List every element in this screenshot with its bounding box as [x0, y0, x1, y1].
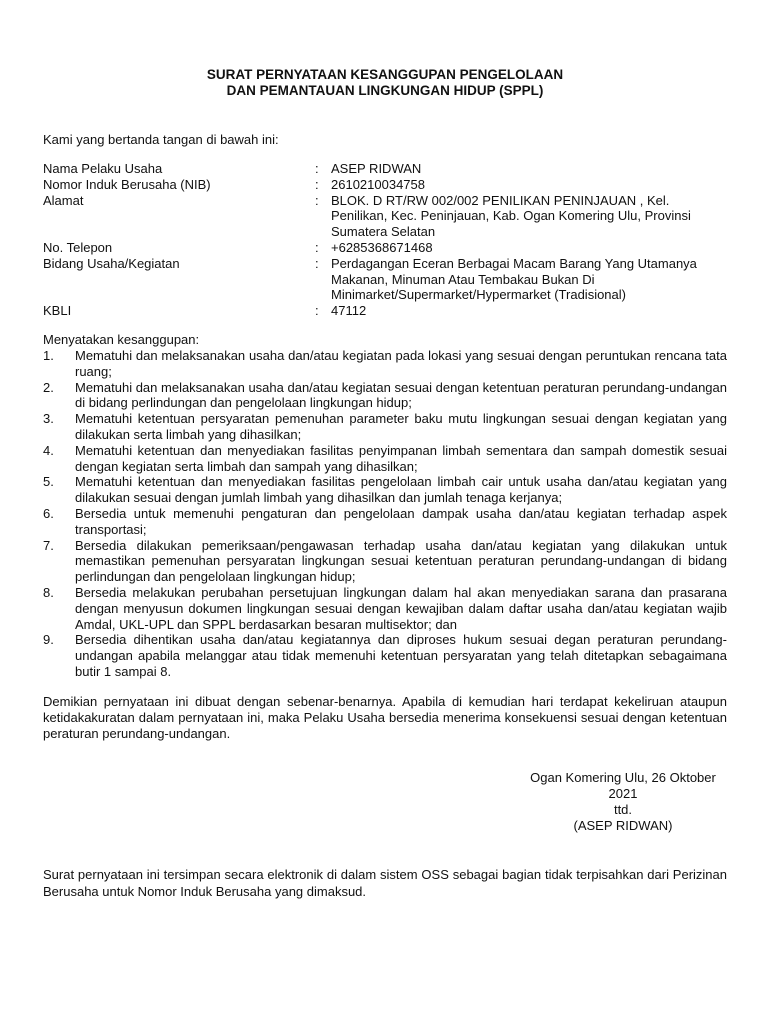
identity-separator: :: [315, 239, 319, 255]
title-line-1: SURAT PERNYATAAN KESANGGUPAN PENGELOLAAN: [206, 67, 564, 82]
statement-text: Mematuhi dan melaksanakan usaha dan/atau kegiatan sesuai dengan ketentuan peraturan perundang-undangan di bidang perlindungan dan pengelolaan lingkungan hidup;: [75, 379, 727, 411]
identity-separator: :: [315, 192, 319, 208]
statement-number: 9.: [43, 632, 54, 648]
statement-number: 5.: [43, 474, 54, 490]
signature-name: (ASEP RIDWAN): [573, 818, 673, 833]
identity-value: ASEP RIDWAN: [331, 161, 422, 176]
identity-label: KBLI: [43, 303, 72, 319]
signature-block: [503, 770, 743, 834]
identity-label: Alamat: [43, 192, 84, 208]
identity-label: Bidang Usaha/Kegiatan: [43, 255, 180, 271]
signature-place-date: Ogan Komering Ulu, 26 Oktober: [530, 770, 716, 785]
statement-item: [43, 538, 727, 585]
identity-row-kbli: [43, 303, 727, 319]
footer-note: Surat pernyataan ini tersimpan secara elektronik di dalam sistem OSS sebagai bagian tidak terpisahkan dari Perizinan Berusaha untuk Nomor Induk Berusaha yang dimaksud.: [43, 867, 727, 899]
statement-item: [43, 443, 727, 475]
identity-value: 47112: [331, 303, 367, 319]
statement-number: 7.: [43, 537, 54, 553]
closing-paragraph: Demikian pernyataan ini dibuat dengan sebenar-benarnya. Apabila di kemudian hari terdapat kekeliruan ataupun ketidakakuratan dalam pernyataan ini, maka Pelaku Usaha bersedia menerima konsekuensi sesuai dengan ketentuan peraturan perundang-undangan.: [43, 694, 727, 741]
identity-value: Perdagangan Eceran Berbagai Macam Barang Yang Utamanya Makanan, Minuman Atau Tembakau Bukan Di Minimarket/Supermarket/Hypermarket (Tradisional): [331, 255, 697, 303]
identity-table: [43, 161, 727, 319]
identity-separator: :: [315, 161, 319, 176]
title-line-2: DAN PEMANTAUAN LINGKUNGAN HIDUP (SPPL): [226, 83, 544, 98]
statement-text: Mematuhi ketentuan persyaratan pemenuhan parameter baku mutu lingkungan sesuai dengan kegiatan yang dilakukan serta limbah yang dihasilkan;: [75, 411, 727, 442]
statement-text: Mematuhi ketentuan dan menyediakan fasilitas penyimpanan limbah sementara dan sampah domestik sesuai dengan kegiatan serta limbah dan sampah yang dihasilkan;: [75, 442, 727, 474]
statement-item: [43, 380, 727, 412]
identity-row-phone: [43, 240, 727, 256]
identity-value: 2610210034758: [331, 176, 425, 192]
statement-item: [43, 585, 727, 632]
document-title: [43, 67, 727, 99]
statement-text: Bersedia melakukan perubahan persetujuan lingkungan dalam hal akan menyediakan sarana dan prasarana dengan menyusun dokumen lingkungan sesuai dengan kewajiban dalam daftar usaha dan/atau kegiatan wajib Amdal, UKL-UPL dan SPPL berdasarkan besaran multisektor; dan: [75, 584, 727, 632]
statement-text: Bersedia dihentikan usaha dan/atau kegiatannya dan diproses hukum sesuai degan peraturan perundang-undangan apabila melanggar atau tidak memenuhi ketentuan persyaratan yang telah ditetapkan sebagaimana butir 1 sampai 8.: [75, 632, 727, 679]
identity-row-address: [43, 193, 727, 240]
identity-row-nib: [43, 177, 727, 193]
statement-number: 8.: [43, 584, 54, 600]
identity-value: BLOK. D RT/RW 002/002 PENILIKAN PENINJAUAN , Kel. Penilikan, Kec. Peninjauan, Kab. Ogan Komering Ulu, Provinsi Sumatera Selatan: [331, 192, 691, 240]
statement-number: 6.: [43, 505, 54, 521]
signature-year: 2021: [608, 786, 638, 801]
identity-value: +6285368671468: [331, 239, 433, 255]
statement-text: Bersedia untuk memenuhi pengaturan dan pengelolaan dampak usaha dan/atau kegiatan terhadap aspek transportasi;: [75, 505, 727, 537]
statement-item: [43, 474, 727, 506]
statement-number: 4.: [43, 442, 54, 458]
statement-item: [43, 411, 727, 443]
identity-separator: :: [315, 176, 319, 192]
identity-label: Nama Pelaku Usaha: [43, 161, 163, 176]
statement-list: [43, 348, 727, 680]
statement-item: [43, 348, 727, 380]
statement-number: 1.: [43, 348, 54, 363]
statement-number: 3.: [43, 411, 54, 427]
identity-label: Nomor Induk Berusaha (NIB): [43, 176, 211, 192]
statement-header: Menyatakan kesanggupan:: [43, 332, 200, 347]
statement-number: 2.: [43, 379, 54, 395]
identity-label: No. Telepon: [43, 239, 113, 255]
statement-text: Mematuhi dan melaksanakan usaha dan/atau kegiatan pada lokasi yang sesuai dengan peruntukan rencana tata ruang;: [75, 348, 727, 379]
statement-text: Bersedia dilakukan pemeriksaan/pengawasan terhadap usaha dan/atau kegiatan yang dilakukan untuk memastikan pemenuhan persyaratan lingkungan sesuai ketentuan peraturan perundang-undangan di bidang perlindungan dan pengelolaan lingkungan hidup;: [75, 537, 727, 585]
statement-text: Mematuhi ketentuan dan menyediakan fasilitas pengelolaan limbah cair untuk usaha dan/atau kegiatan yang dilakukan sesuai dengan jumlah limbah yang dihasilkan dan jumlah tenaga kerjanya;: [75, 474, 727, 506]
signature-mark: ttd.: [613, 802, 633, 817]
identity-row-name: [43, 161, 727, 177]
identity-row-business: [43, 256, 727, 303]
identity-separator: :: [315, 303, 319, 319]
identity-separator: :: [315, 255, 319, 271]
statement-item: [43, 632, 727, 679]
statement-item: [43, 506, 727, 538]
intro-text: Kami yang bertanda tangan di bawah ini:: [43, 132, 279, 147]
